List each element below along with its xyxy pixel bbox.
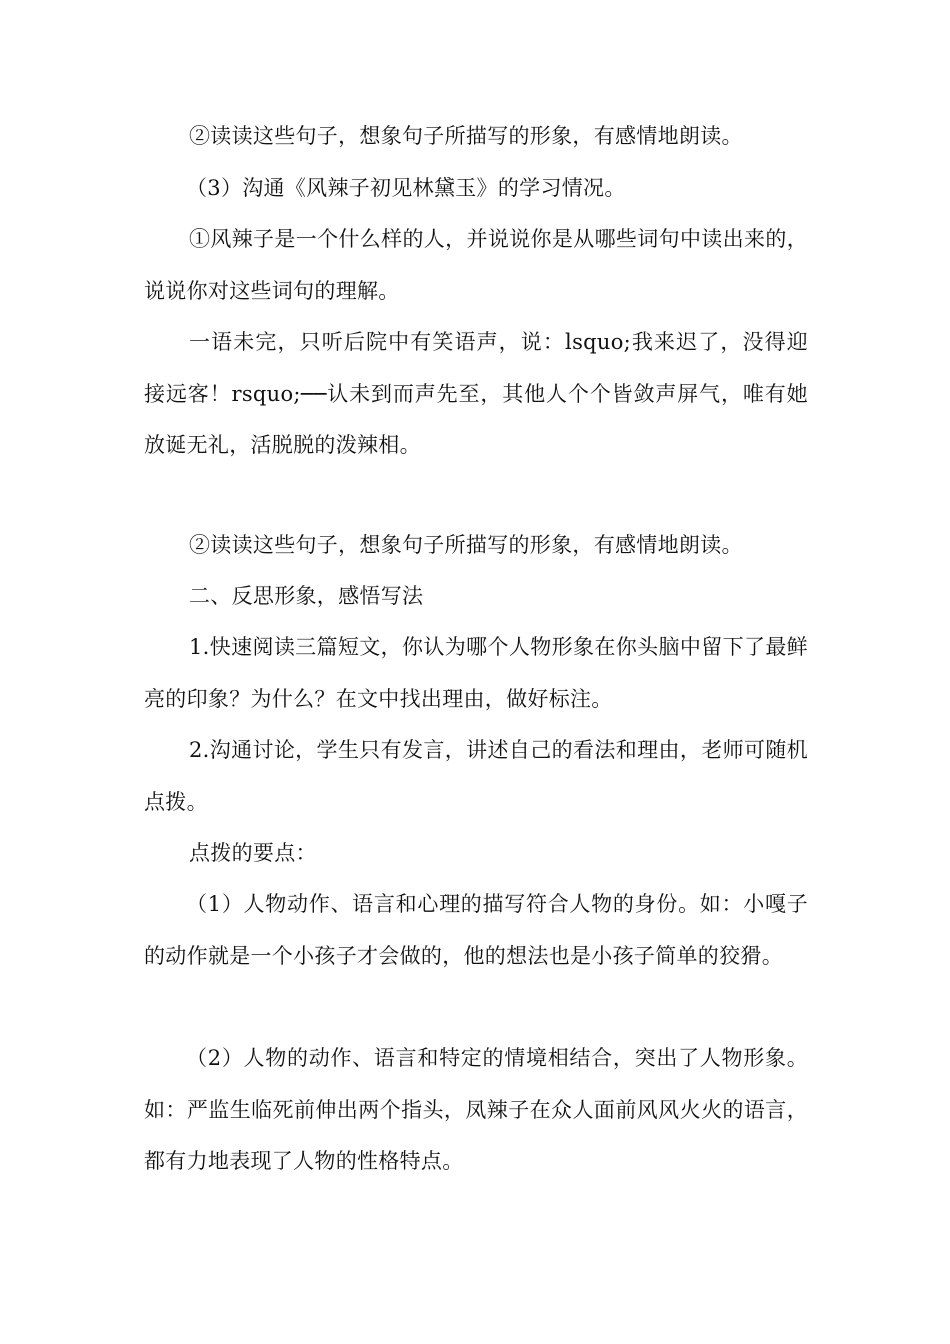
paragraph-task-2: 2.沟通讨论，学生只有发言，讲述自己的看法和理由，老师可随机点拨。	[144, 738, 808, 814]
paragraph-task-1: 1.快速阅读三篇短文，你认为哪个人物形象在你头脑中留下了最鲜亮的印象？为什么？在文中找出理由，做好标注。	[144, 635, 808, 711]
paragraph-read-sentences-1: ②读读这些句子，想象句子所描写的形象，有感情地朗读。	[189, 124, 743, 148]
paragraph-step-3: （3）沟通《风辣子初见林黛玉》的学习情况。	[186, 176, 626, 200]
paragraph-key-point-1: （1）人物动作、语言和心理的描写符合人物的身份。如：小嘎子的动作就是一个小孩子才会做的，他的想法也是小孩子简单的狡猾。	[144, 892, 808, 968]
paragraph-key-point-2: （2）人物的动作、语言和特定的情境相结合，突出了人物形象。如：严监生临死前伸出两个指头，凤辣子在众人面前风风火火的语言，都有力地表现了人物的性格特点。	[144, 1046, 808, 1173]
paragraph-quoted-text: 一语未完，只听后院中有笑语声，说：lsquo;我来迟了，没得迎接远客！rsquo;──认未到而声先至，其他人个个皆敛声屏气，唯有她放诞无礼，活脱脱的泼辣相。	[144, 330, 808, 457]
paragraph-question-fenglazi: ①风辣子是一个什么样的人，并说说你是从哪些词句中读出来的，说说你对这些词句的理解。	[144, 227, 808, 303]
paragraph-key-points-label: 点拨的要点：	[189, 841, 317, 865]
section-heading-reflect: 二、反思形象，感悟写法	[189, 584, 424, 608]
paragraph-read-sentences-2: ②读读这些句子，想象句子所描写的形象，有感情地朗读。	[189, 533, 743, 557]
